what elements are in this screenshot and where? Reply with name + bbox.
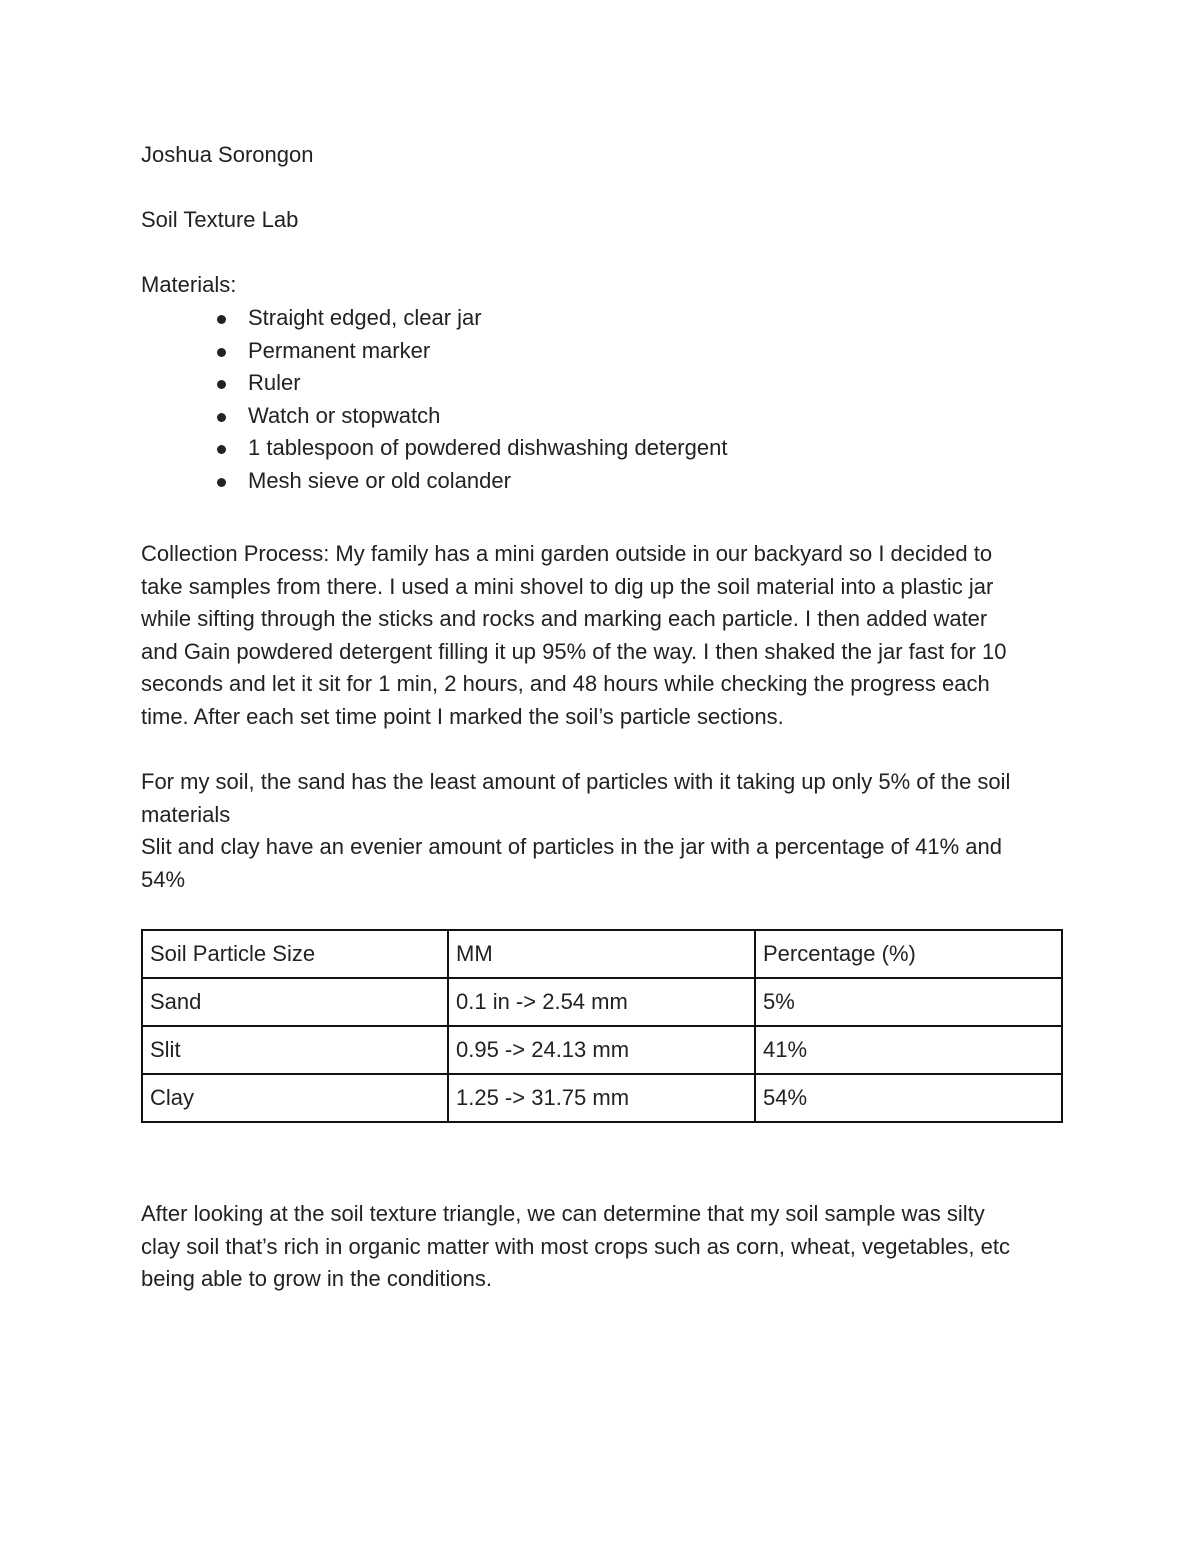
table-row [142,978,1062,1026]
table-cell: 0.1 in -> 2.54 mm [448,978,755,1026]
list-item-text: 1 tablespoon of powdered dishwashing detergent [248,435,728,460]
sand-observation-paragraph [141,766,1061,831]
table-header-cell: MM [448,930,755,978]
author-name: Joshua Sorongon [141,142,314,167]
materials-heading: Materials: [141,272,237,297]
materials-list [141,302,727,497]
list-item [141,465,727,498]
list-item [141,432,727,465]
list-item-text: Ruler [248,370,301,395]
paragraph-line: Collection Process: My family has a mini garden outside in our backyard so I decided to [141,541,993,566]
collection-process-paragraph [141,538,1061,733]
paragraph-line: 54% [141,866,186,892]
table-cell: Sand [142,978,448,1026]
table-cell: 5% [755,978,1062,1026]
list-item [141,367,727,400]
paragraph-line: After looking at the soil texture triangle, we can determine that my soil sample was silty [141,1201,985,1226]
paragraph-line: time. After each set time point I marked the soil’s particle sections. [141,703,784,729]
paragraph-line: and Gain powdered detergent filling it up 95% of the way. I then shaked the jar fast for 10 [141,638,1007,664]
paragraph-line: while sifting through the sticks and rocks and marking each particle. I then added water [141,606,988,631]
table-cell: 54% [755,1074,1062,1122]
list-item [141,400,727,433]
table-header-row [142,930,1062,978]
bullet-icon [217,445,226,454]
document-title: Soil Texture Lab [141,207,299,232]
paragraph-line: being able to grow in the conditions. [141,1266,493,1291]
list-item-text: Straight edged, clear jar [248,305,482,330]
paragraph-line: take samples from there. I used a mini shovel to dig up the soil material into a plastic jar [141,573,994,599]
table-cell: Clay [142,1074,448,1122]
table-cell: 41% [755,1026,1062,1074]
bullet-icon [217,380,226,389]
table-header-cell: Soil Particle Size [142,930,448,978]
bullet-icon [217,348,226,357]
bullet-icon [217,478,226,487]
paragraph-line: materials [141,801,231,827]
table-cell: Slit [142,1026,448,1074]
paragraph-line: clay soil that’s rich in organic matter with most crops such as corn, wheat, vegetables, etc [141,1233,1010,1259]
table-row [142,1074,1062,1122]
paragraph-line: seconds and let it sit for 1 min, 2 hours, and 48 hours while checking the progress each [141,671,990,696]
list-item [141,302,727,335]
table-cell: 1.25 -> 31.75 mm [448,1074,755,1122]
bullet-icon [217,315,226,324]
list-item [141,335,727,368]
paragraph-line: For my soil, the sand has the least amount of particles with it taking up only 5% of the soil [141,769,1011,794]
silt-clay-observation-paragraph [141,831,1061,896]
conclusion-paragraph [141,1198,1061,1296]
soil-particle-table [141,929,1063,1123]
bullet-icon [217,413,226,422]
paragraph-line: Slit and clay have an evenier amount of particles in the jar with a percentage of 41% and [141,834,1002,859]
list-item-text: Permanent marker [248,337,431,363]
list-item-text: Mesh sieve or old colander [248,467,511,493]
table-row [142,1026,1062,1074]
list-item-text: Watch or stopwatch [248,402,441,428]
table-header-cell: Percentage (%) [755,930,1062,978]
table-cell: 0.95 -> 24.13 mm [448,1026,755,1074]
